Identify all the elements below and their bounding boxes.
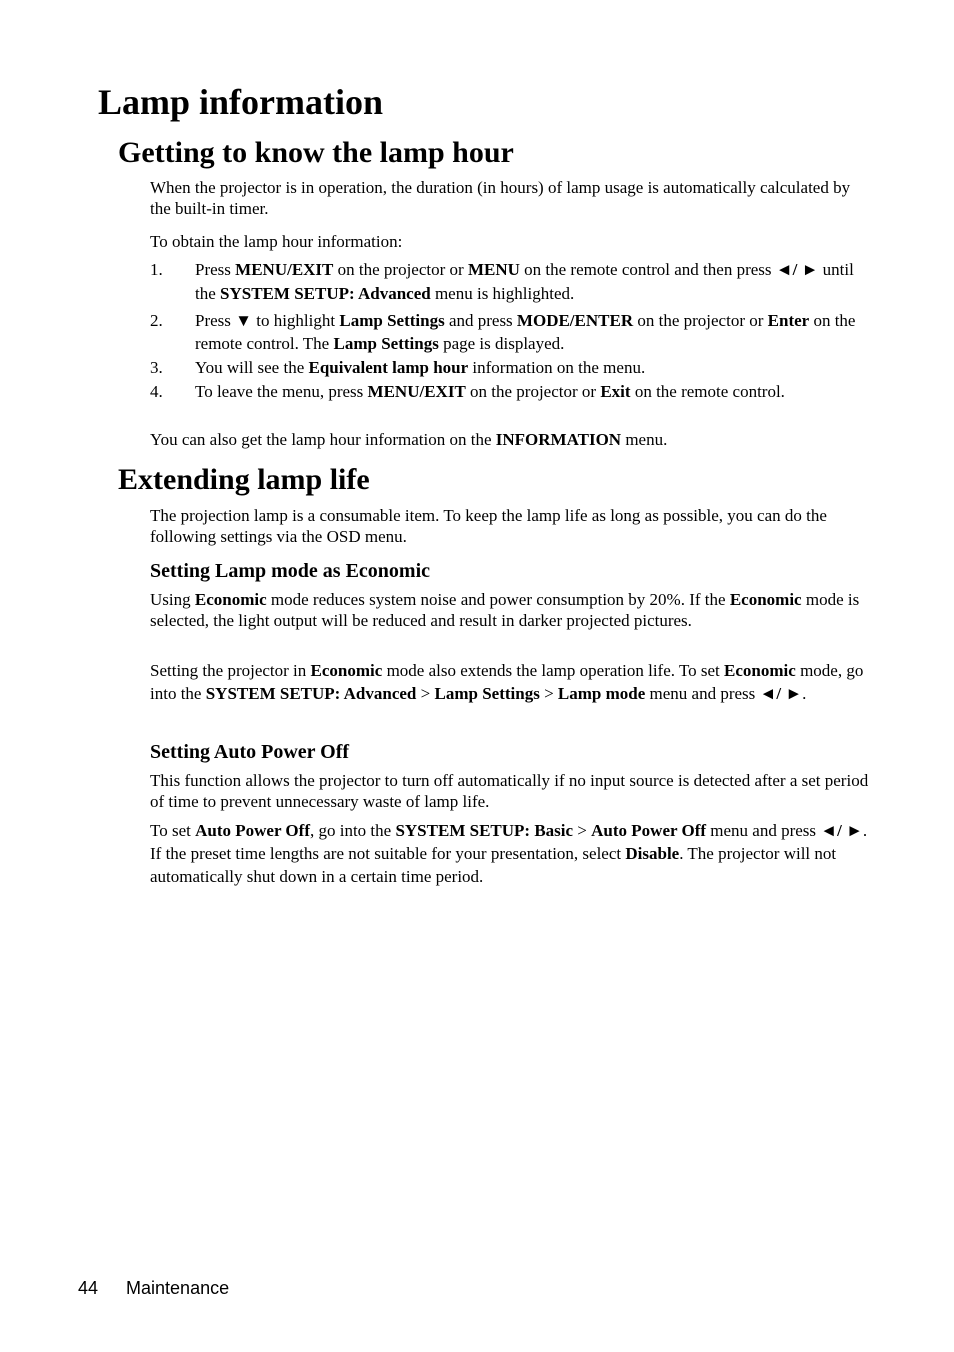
auto-power-off-para-2: To set Auto Power Off, go into the SYSTEM SETUP: Basic > Auto Power Off menu and press ◄/ ►. If the preset time lengths are not suitable for your presentation, select Disable. The projector will not automatically shut down in a certain time period. <box>150 821 868 886</box>
emphasized-term: Lamp Settings <box>434 684 540 703</box>
emphasized-term: Economic <box>729 590 802 609</box>
emphasized-term: Economic <box>194 590 267 609</box>
emphasized-term: ◄/ ► <box>759 684 803 703</box>
emphasized-term: Auto Power Off <box>195 821 310 840</box>
subheading-auto-power-off: Setting Auto Power Off <box>150 741 350 763</box>
emphasized-term: Economic <box>310 661 383 680</box>
page-number: 44 <box>78 1278 99 1298</box>
emphasized-term: ◄/ ► <box>820 821 863 840</box>
lamp-hour-intro: When the projector is in operation, the duration (in hours) of lamp usage is automatically calculated by the built-in timer. <box>150 178 851 218</box>
section-heading-lamp-hour: Getting to know the lamp hour <box>118 136 514 169</box>
step-text: To leave the menu, press MENU/EXIT on the projector or Exit on the remote control. <box>195 382 785 401</box>
emphasized-term: MENU/EXIT <box>367 382 466 401</box>
step-text: Press MENU/EXIT on the projector or MENU on the remote control and then press ◄/ ► until the SYSTEM SETUP: Advanced menu is highlighted. <box>195 260 854 303</box>
emphasized-term: MENU <box>467 260 520 279</box>
lamp-hour-closing: You can also get the lamp hour information on the INFORMATION menu. <box>150 430 668 449</box>
emphasized-term: MODE/ENTER <box>516 311 634 330</box>
step-text: Press ▼ to highlight Lamp Settings and press MODE/ENTER on the projector or Enter on the remote control. The Lamp Settings page is displayed. <box>195 311 856 353</box>
emphasized-term: Lamp mode <box>557 684 646 703</box>
section-heading-extending-lamp-life: Extending lamp life <box>118 463 370 496</box>
emphasized-term: MENU/EXIT <box>235 260 334 279</box>
emphasized-term: Exit <box>600 382 631 401</box>
emphasized-term: Lamp Settings <box>339 311 445 330</box>
step-number: 1. <box>150 260 163 279</box>
lamp-hour-lead: To obtain the lamp hour information: <box>150 232 403 251</box>
emphasized-term: Lamp Settings <box>333 334 439 353</box>
step-number: 4. <box>150 382 163 401</box>
step-number: 3. <box>150 358 163 377</box>
emphasized-term: SYSTEM SETUP: Basic <box>395 821 574 840</box>
page-footer <box>78 1277 229 1299</box>
emphasized-term: Disable <box>625 844 680 863</box>
footer-section-name: Maintenance <box>126 1278 230 1298</box>
emphasized-term: SYSTEM SETUP: Advanced <box>220 284 431 303</box>
step-number: 2. <box>150 311 163 330</box>
emphasized-term: ▼ <box>235 311 252 330</box>
emphasized-term: Enter <box>767 311 810 330</box>
emphasized-term: SYSTEM SETUP: Advanced <box>205 684 417 703</box>
extending-intro: The projection lamp is a consumable item. To keep the lamp life as long as possible, you can do the following settings via the OSD menu. <box>150 506 827 546</box>
page-title: Lamp information <box>98 82 384 122</box>
emphasized-term: ◄/ ► <box>775 260 819 279</box>
economic-para-1: Using Economic mode reduces system noise and power consumption by 20%. If the Economic mode is selected, the light output will be reduced and result in darker projected pictures. <box>150 590 860 630</box>
economic-para-2: Setting the projector in Economic mode also extends the lamp operation life. To set Economic mode, go into the SYSTEM SETUP: Advanced > Lamp Settings > Lamp mode menu and press ◄/ ►. <box>150 661 864 703</box>
emphasized-term: Economic <box>724 661 796 680</box>
auto-power-off-para-1: This function allows the projector to turn off automatically if no input source is detected after a set period of time to prevent unnecessary waste of lamp life. <box>150 771 869 811</box>
subheading-economic-mode: Setting Lamp mode as Economic <box>150 560 430 582</box>
emphasized-term: INFORMATION <box>495 430 622 449</box>
emphasized-term: Auto Power Off <box>591 821 707 840</box>
step-text: You will see the Equivalent lamp hour information on the menu. <box>195 358 646 377</box>
emphasized-term: Equivalent lamp hour <box>308 358 469 377</box>
